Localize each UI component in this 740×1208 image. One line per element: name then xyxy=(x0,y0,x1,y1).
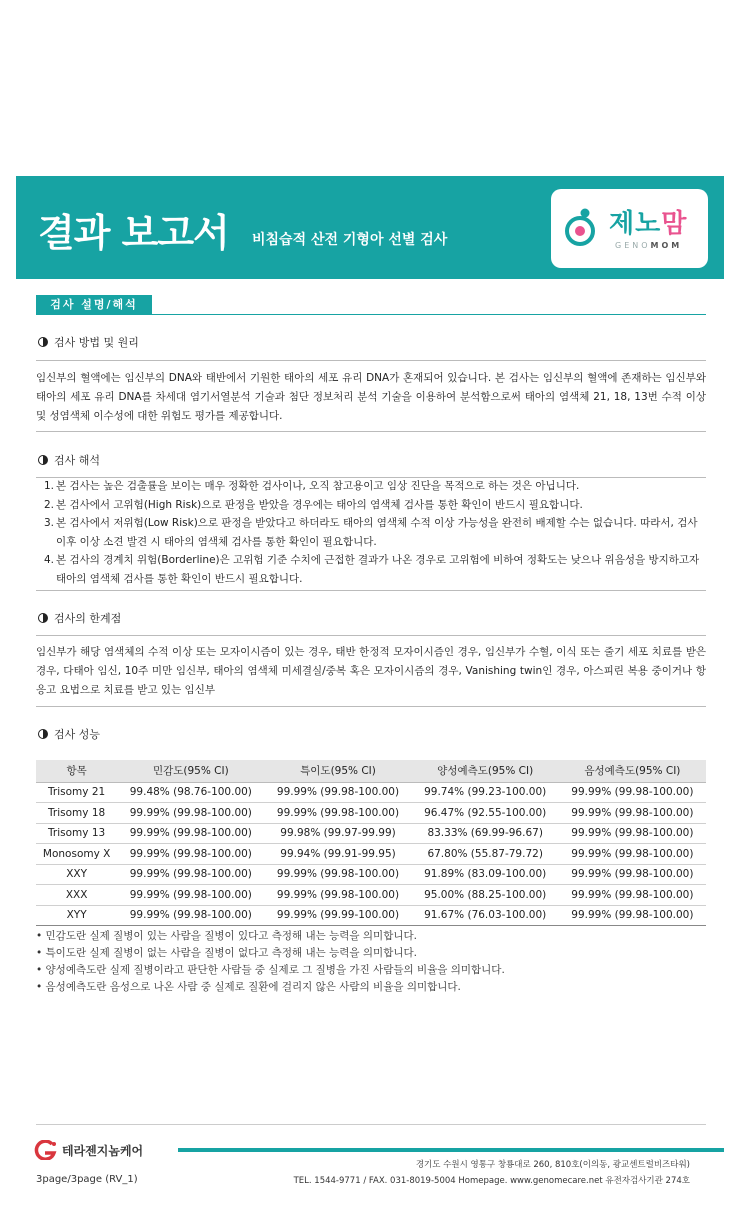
report-title: 결과 보고서 xyxy=(38,211,229,255)
table-cell: 99.99% (99.98-100.00) xyxy=(117,803,264,824)
method-body: 임신부의 혈액에는 임신부의 DNA와 태반에서 기원한 태아의 세포 유리 DNA가 혼재되어 있습니다. 본 검사는 임신부의 혈액에 존재하는 임신부와 태아의 세포 유리 DNA를 차세대 염기서열분석 기술과 첨단 정보처리 분석 기술을 이용하여 분석함으로써 태아의 염색체 21, 18, 13번 수적 이상 및 성염색체 이수성에 대한 위험도 평가를 제공합니다. xyxy=(36,372,706,422)
table-cell: 99.99% (99.98-100.00) xyxy=(559,864,706,885)
performance-heading: 검사 성능 xyxy=(38,726,100,742)
limitations-heading: 검사의 한계점 xyxy=(38,610,121,626)
table-cell: 95.00% (88.25-100.00) xyxy=(412,885,559,906)
table-cell: 99.99% (99.98-100.00) xyxy=(559,905,706,926)
genomom-logo xyxy=(551,189,708,268)
column-header: 음성예측도(95% CI) xyxy=(559,760,706,782)
table-cell: 99.99% (99.98-100.00) xyxy=(559,803,706,824)
interpretation-list xyxy=(36,477,706,588)
limitations-body: 임신부가 해당 염색체의 수적 이상 또는 모자이시즘이 있는 경우, 태반 한정적 모자이시즘인 경우, 임신부가 수혈, 이식 또는 줄기 세포 치료를 받은 경우, 다태아 임신, 10주 미만 임신부, 태아의 염색체 미세결실/중복 혹은 모자이시즘의 경우, Vanishing twin인 경우, 아스피린 복용 중이거나 항 응고 요법으로 치료를 받고 있는 임신부 xyxy=(36,646,706,696)
performance-table xyxy=(36,760,706,926)
table-row xyxy=(36,803,706,824)
table-cell: 99.99% (99.98-100.00) xyxy=(117,885,264,906)
table-cell: Monosomy X xyxy=(36,844,117,865)
table-row xyxy=(36,864,706,885)
list-item: 1. 본 검사는 높은 검출률을 보이는 매우 정확한 검사이나, 오직 참고용이고 임상 진단을 목적으로 하는 것은 아닙니다. xyxy=(44,480,580,492)
company-address: 경기도 수원시 영통구 창룡대로 260, 810호(이의동, 광교센트럴비즈타워) xyxy=(415,1160,690,1170)
table-cell: XXX xyxy=(36,885,117,906)
table-cell: Trisomy 21 xyxy=(36,782,117,803)
column-header: 특이도(95% CI) xyxy=(264,760,411,782)
table-row xyxy=(36,885,706,906)
half-circle-icon xyxy=(38,729,48,739)
table-cell: 99.99% (99.98-100.00) xyxy=(559,782,706,803)
table-cell: 91.67% (76.03-100.00) xyxy=(412,905,559,926)
note-item: • 음성예측도란 음성으로 나온 사람 중 실제로 질환에 걸리지 않은 사람의 비율을 의미합니다. xyxy=(36,981,461,993)
report-subtitle: 비침습적 산전 기형아 선별 검사 xyxy=(252,232,448,248)
table-cell: 99.99% (99.98-100.00) xyxy=(264,885,411,906)
table-cell: 99.99% (99.98-100.00) xyxy=(264,803,411,824)
table-cell: 99.99% (99.98-100.00) xyxy=(559,823,706,844)
list-item: 2. 본 검사에서 고위험(High Risk)으로 판정을 받았을 경우에는 태아의 염색체 검사를 통한 확인이 반드시 필요합니다. xyxy=(44,498,583,511)
divider xyxy=(36,590,706,591)
half-circle-icon xyxy=(38,337,48,347)
table-cell: Trisomy 18 xyxy=(36,803,117,824)
table-row xyxy=(36,823,706,844)
table-row xyxy=(36,905,706,926)
divider xyxy=(36,706,706,707)
genomom-logo-icon xyxy=(565,207,595,247)
note-item: • 특이도란 실제 질병이 없는 사람을 질병이 없다고 측정해 내는 능력을 의미합니다. xyxy=(36,947,417,959)
method-heading: 검사 방법 및 원리 xyxy=(38,334,139,350)
divider xyxy=(36,431,706,432)
divider xyxy=(36,360,706,361)
table-cell: 67.80% (55.87-79.72) xyxy=(412,844,559,865)
report-header xyxy=(16,176,724,279)
divider xyxy=(36,635,706,636)
table-cell: 99.99% (99.98-100.00) xyxy=(264,782,411,803)
company-name: 테라젠지놈케어 xyxy=(62,1143,144,1158)
table-cell: 99.99% (99.98-100.00) xyxy=(559,844,706,865)
table-cell: 99.98% (99.97-99.99) xyxy=(264,823,411,844)
column-header: 양성예측도(95% CI) xyxy=(412,760,559,782)
table-cell: 99.94% (99.91-99.95) xyxy=(264,844,411,865)
table-row xyxy=(36,782,706,803)
note-item: • 민감도란 실제 질병이 있는 사람을 질병이 있다고 측정해 내는 능력을 의미합니다. xyxy=(36,930,417,942)
table-cell: 99.99% (99.99-100.00) xyxy=(264,905,411,926)
list-item: 4. 본 검사의 경계치 위험(Borderline)은 고위험 기준 수치에 근접한 결과가 나온 경우로 고위험에 비하여 정확도는 낮으나 위음성을 방지하고자 태아의 염색체 검사를 통한 확인이 반드시 필요합니다. xyxy=(44,554,700,585)
table-cell: 99.99% (99.98-100.00) xyxy=(117,864,264,885)
performance-notes xyxy=(36,928,505,996)
table-cell: Trisomy 13 xyxy=(36,823,117,844)
table-cell: 99.99% (99.98-100.00) xyxy=(264,864,411,885)
table-cell: 91.89% (83.09-100.00) xyxy=(412,864,559,885)
half-circle-icon xyxy=(38,613,48,623)
page-number: 3page/3page (RV_1) xyxy=(36,1174,138,1185)
table-cell: XYY xyxy=(36,905,117,926)
table-cell: 99.74% (99.23-100.00) xyxy=(412,782,559,803)
table-cell: 99.99% (99.98-100.00) xyxy=(117,844,264,865)
table-row xyxy=(36,844,706,865)
table-cell: 83.33% (69.99-96.67) xyxy=(412,823,559,844)
company-contact: TEL. 1544-9771 / FAX. 031-8019-5004 Homepage. www.genomecare.net 유전자검사기관 274호 xyxy=(293,1176,690,1186)
table-header-row xyxy=(36,760,706,782)
table-cell: 99.99% (99.98-100.00) xyxy=(117,905,264,926)
section-divider xyxy=(36,314,706,315)
column-header: 항목 xyxy=(36,760,117,782)
terragen-logo-icon xyxy=(32,1140,60,1160)
table-cell: 99.99% (99.98-100.00) xyxy=(117,823,264,844)
footer-accent-bar xyxy=(178,1148,724,1152)
table-cell: 96.47% (92.55-100.00) xyxy=(412,803,559,824)
company-logo xyxy=(32,1140,143,1160)
table-cell: XXY xyxy=(36,864,117,885)
half-circle-icon xyxy=(38,455,48,465)
logo-text-ko: 제노맘 xyxy=(609,209,688,239)
logo-text-en: GENOMOM xyxy=(615,241,683,250)
column-header: 민감도(95% CI) xyxy=(117,760,264,782)
footer-divider xyxy=(36,1124,706,1125)
table-cell: 99.99% (99.98-100.00) xyxy=(559,885,706,906)
section-tab: 검사 설명/해석 xyxy=(36,295,152,315)
note-item: • 양성예측도란 실제 질병이라고 판단한 사람들 중 실제로 그 질병을 가진 사람들의 비율을 의미합니다. xyxy=(36,964,505,976)
table-cell: 99.48% (98.76-100.00) xyxy=(117,782,264,803)
interpretation-heading: 검사 해석 xyxy=(38,452,100,468)
list-item: 3. 본 검사에서 저위험(Low Risk)으로 판정을 받았다고 하더라도 태아의 염색체 수적 이상 가능성을 완전히 배제할 수는 없습니다. 따라서, 검사 이후 이상 소견 발견 시 태아의 염색체 검사를 통한 확인이 필요합니다. xyxy=(44,517,698,548)
